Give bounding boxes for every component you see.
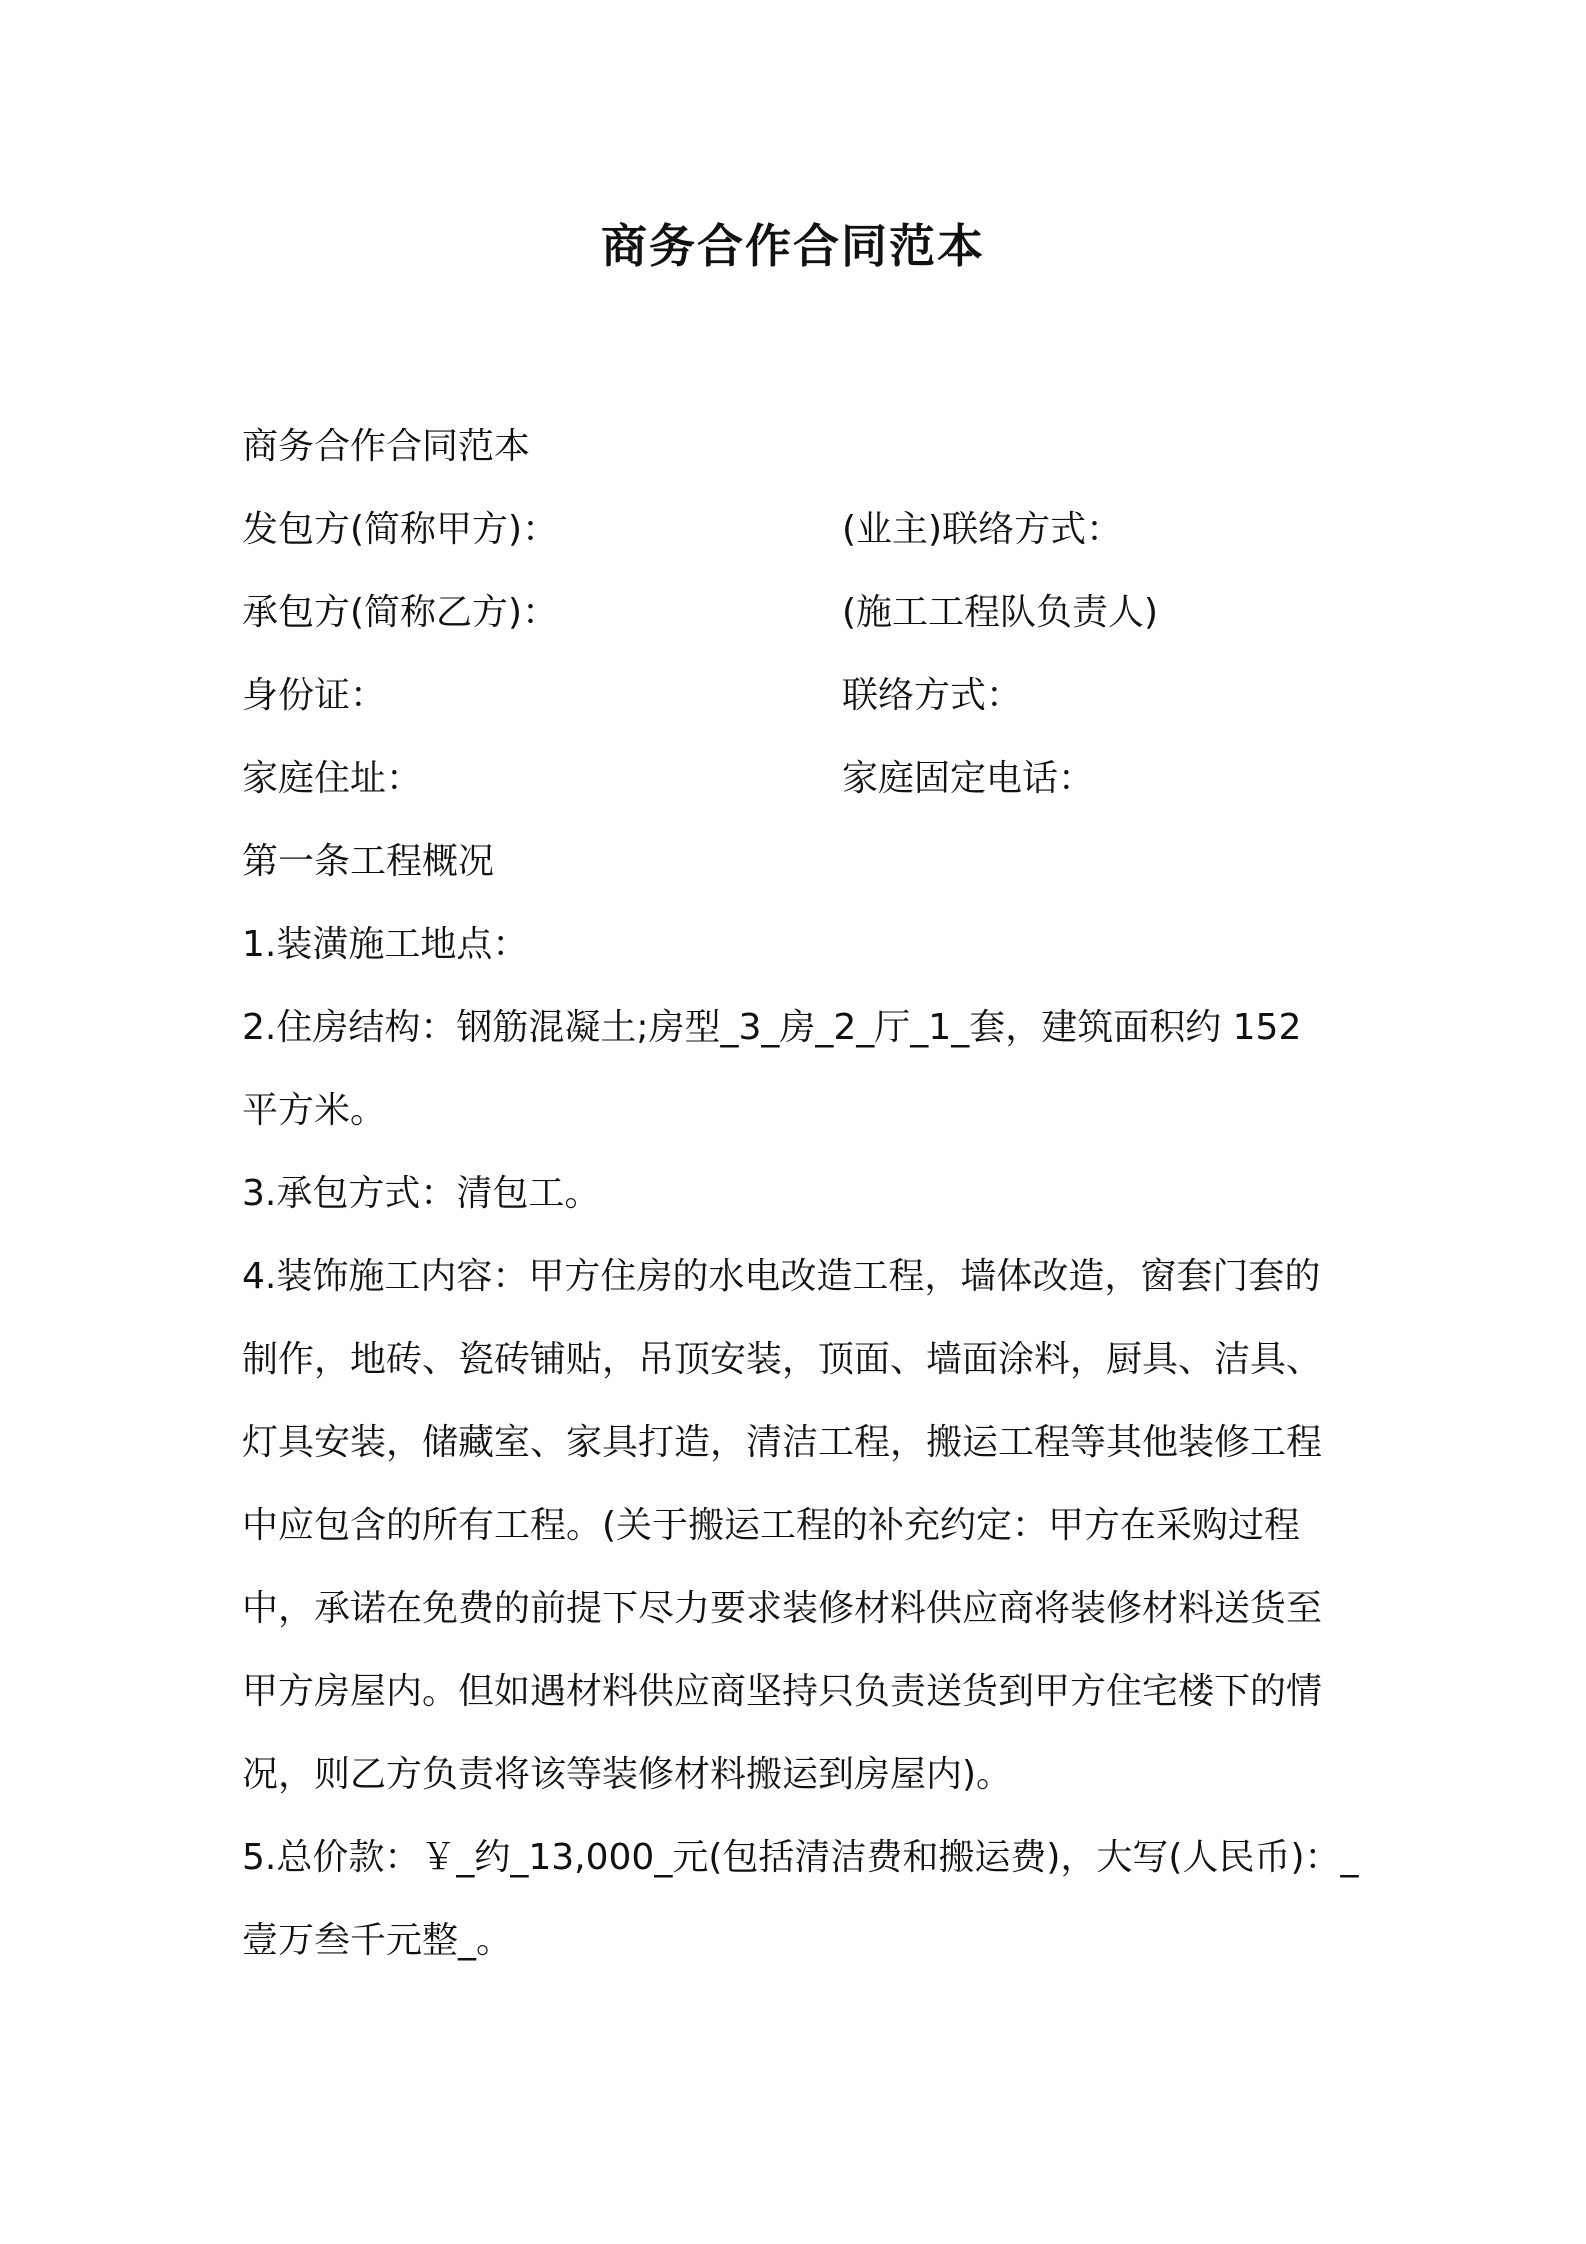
- text-line: 4.装饰施工内容：甲方住房的水电改造工程，墙体改造，窗套门套的: [242, 1256, 1321, 1297]
- home-address-label: 家庭住址：: [242, 758, 423, 799]
- text-line: 灯具安装，储藏室、家具打造，清洁工程，搬运工程等其他装修工程: [242, 1422, 1323, 1463]
- text-line: 壹万叁千元整_。: [242, 1920, 513, 1961]
- text-line: 制作，地砖、瓷砖铺贴，吊顶安装，顶面、墙面涂料，厨具、洁具、: [242, 1339, 1323, 1380]
- owner-contact-label: (业主)联络方式：: [842, 509, 1123, 550]
- party-row-id: [242, 654, 1362, 737]
- text-line: 平方米。: [242, 1090, 387, 1131]
- id-card-label: 身份证：: [242, 675, 387, 716]
- contract-subtitle: 商务合作合同范本: [242, 426, 531, 467]
- party-row-contractor: [242, 571, 1362, 654]
- contractor-leader-label: (施工工程队负责人): [842, 592, 1159, 633]
- text-line: 3.承包方式：清包工。: [242, 1173, 601, 1214]
- text-line: 中，承诺在免费的前提下尽力要求装修材料供应商将装修材料送货至: [242, 1588, 1323, 1629]
- text-line: 况，则乙方负责将该等装修材料搬运到房屋内)。: [242, 1754, 1013, 1795]
- contractor-label: 承包方(简称乙方)：: [242, 592, 559, 633]
- section-heading: 第一条工程概况: [242, 841, 495, 882]
- home-phone-label: 家庭固定电话：: [842, 758, 1095, 799]
- document-body: [242, 405, 1362, 1982]
- party-row-address: [242, 737, 1362, 820]
- text-line: 1.装潢施工地点：: [242, 924, 529, 965]
- party-row-employer: [242, 488, 1362, 571]
- text-line: 5.总价款：￥_约_13,000_元(包括清洁费和搬运费)，大写(人民币)：_: [242, 1837, 1359, 1878]
- text-line: 甲方房屋内。但如遇材料供应商坚持只负责送货到甲方住宅楼下的情: [242, 1671, 1323, 1712]
- text-line: 2.住房结构：钢筋混凝土;房型_3_房_2_厅_1_套，建筑面积约 152: [242, 1007, 1302, 1048]
- employer-label: 发包方(简称甲方)：: [242, 509, 559, 550]
- text-line: 中应包含的所有工程。(关于搬运工程的补充约定：甲方在采购过程: [242, 1505, 1301, 1546]
- contact-label: 联络方式：: [842, 675, 1023, 716]
- document-title: 商务合作合同范本: [601, 219, 985, 273]
